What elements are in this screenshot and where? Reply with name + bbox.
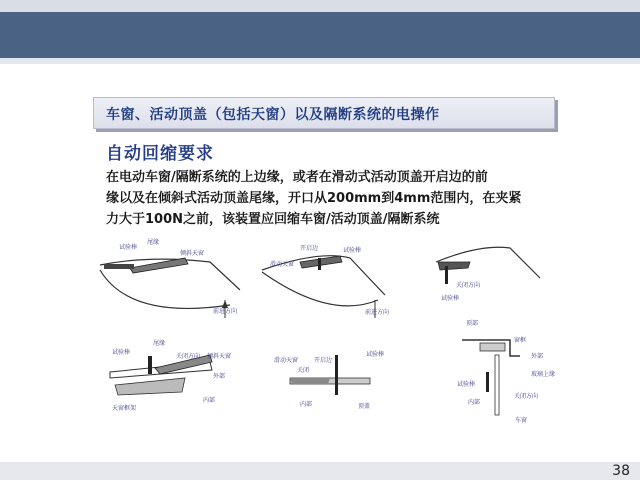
fig5-rod-label: 试验棒 [366, 351, 385, 358]
fig3-close-label: 关闭方向 [456, 282, 481, 289]
figure-1 [100, 238, 240, 318]
fig6-window-label: 车窗 [515, 417, 528, 424]
fig6-rod-label: 试验棒 [457, 381, 476, 388]
fig4-tail-label: 尾缘 [153, 340, 166, 347]
fig3-rod-label: 试验棒 [441, 295, 460, 302]
body-line-1: 在电动车窗/隔断系统的上边缘，或者在滑动式活动顶盖开启边的前 [106, 170, 488, 185]
fig4-frame-label: 天窗框架 [112, 405, 137, 412]
figure-6 [457, 319, 555, 424]
figure-5 [274, 350, 384, 410]
fig4-outside-label: 外部 [213, 373, 226, 380]
fig4-inside-label: 内部 [203, 397, 216, 404]
fig5-opening-label: 开启边 [314, 357, 333, 364]
fig6-inside-label: 内部 [468, 399, 481, 406]
fig2-forward-label: 前进方向 [365, 309, 390, 316]
body-line-3: 力大于100N之前，该装置应回缩车窗/活动顶盖/隔断系统 [106, 212, 440, 227]
fig6-outside-label: 外部 [531, 353, 544, 360]
fig5-roof-label: 顶盖 [358, 403, 371, 410]
fig5-inside-label: 内部 [300, 401, 313, 408]
fig2-slide-roof-label: 滑动天窗 [270, 261, 295, 268]
slide-title: 车窗、活动顶盖（包括天窗）以及隔断系统的电操作 [106, 107, 440, 123]
fig1-tail-label: 尾缘 [147, 239, 160, 246]
body-line-2: 缘以及在倾斜式活动顶盖尾缘，开口从200mm到4mm范围内，在夹紧 [106, 191, 522, 206]
fig6-close-label: 关闭方向 [514, 393, 539, 400]
fig4-rod-label: 试验棒 [112, 349, 131, 356]
fig1-forward-label: 前进方向 [213, 308, 238, 315]
fig6-frame-label: 窗框 [514, 337, 527, 344]
figure-2 [262, 244, 389, 318]
fig2-rod-label: 试验棒 [343, 247, 362, 254]
fig6-glass-label: 玻璃上缘 [531, 371, 556, 378]
fig5-slide-roof-label: 滑动天窗 [274, 357, 299, 364]
figure-4 [110, 339, 231, 412]
section-heading: 自动回缩要求 [106, 144, 214, 164]
fig4-close-label: 关闭方向 [176, 353, 201, 360]
figure-3 [436, 247, 540, 302]
footer-bar [0, 462, 640, 480]
page-number: 38 [612, 463, 630, 479]
fig1-tilt-roof-label: 倾斜天窗 [180, 250, 205, 257]
fig1-rod-label: 试验棒 [119, 244, 138, 251]
fig4-tilt-roof-label: 倾斜天窗 [207, 353, 232, 360]
fig6-top-label: 顶部 [466, 320, 479, 327]
fig5-close-label: 关闭 [297, 367, 310, 374]
fig2-opening-label: 开启边 [300, 245, 319, 252]
